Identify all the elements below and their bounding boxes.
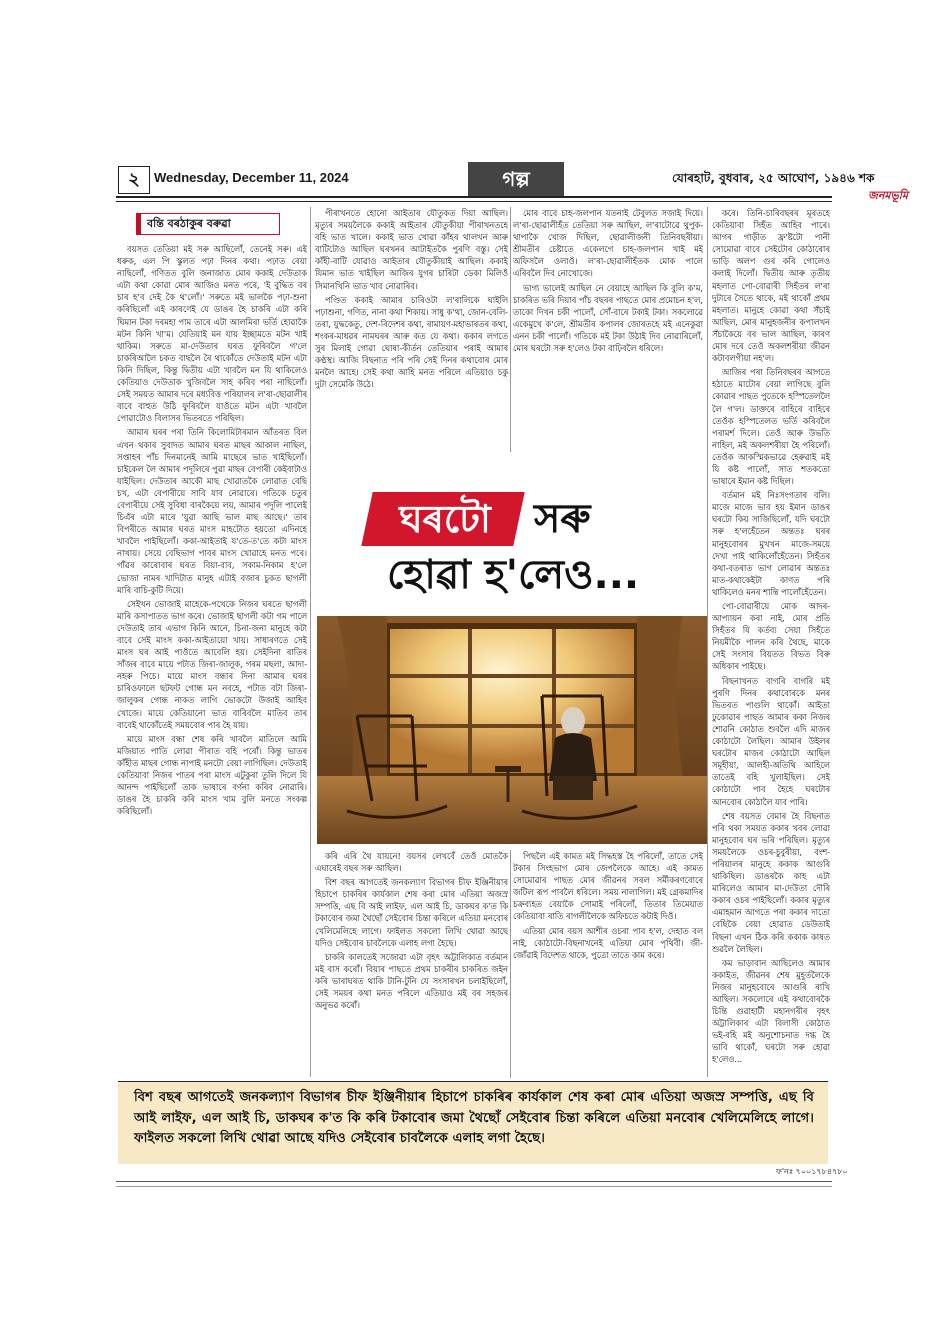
paragraph: ভাগ্য ভালেই আছিল নে বেয়াহে আছিল কি বুলি ক'ম, চাকৰিত ভৰি দিয়াৰ পাঁচ বছৰৰ পাছতে মোৰ প্ৰমোচন হ'ল, তাকো দিখন চকী পালোঁ, সোঁ-বাৰে টকাই টকা। সকলোৱে একেমুখে ক'লে, শ্ৰীমতীৰ কপালৰ জোৰতহে মই এনেকুৱা এনন চকী পালোঁ। গতিকে মই টকা উঠাই দিব নোৱাৰিলোঁ, মোৰ ঘৰটো সৰু হ'লেও টকা বাঢ়িবলৈ ধৰিলে। — [513, 282, 703, 354]
section-label: গল্প — [468, 162, 564, 196]
paragraph: বৰ্তমান মই নিঃসংগতাৰ বলি। মাজে মাজে ভাব হয় ইমান ডাঙৰ ঘৰটো কিয় সাজিছিলোঁ, যদি ঘৰটো সৰু হ'লহেঁতেন অন্ততঃ ঘৰৰ মানুহবোৰৰ মুখখন মাজে-সময়ে দেখা পাই থাকিলোঁহেঁতেন। সিহঁতৰ কথা-বতৰাত ভাগ লোৱাৰ অন্ততঃ মাত-কথাকেইটা কাণত পৰি থাকিলেও মনৰ শান্তি পালোঁহেঁতেন। — [712, 490, 830, 597]
paragraph: পিছলৈ এই কামত মই সিদ্ধহস্ত হৈ পৰিলোঁ, তাতে সেই টকাৰ সিংহভাগ মোৰ জেপলৈকে আহে। এই কামত সোমোৱাৰ পাছত মোৰ জীৱনৰ সৰল সৰ্মীকৰণবোৰে জটিল ৰূপ পাবলৈ ধৰিলে। সময় নালাগিল। মই গ্ৰেকমাদিৰ চক্ৰব্যহত বেয়াকৈ সোমাই পৰিলোঁ, তিতাৰ তিমেয়াত কেতিয়াবা ৰাতি ৰাগলীলৈকে অফিচতে কটাই দিওঁ। — [513, 851, 703, 922]
publication-date: Wednesday, December 11, 2024 — [154, 170, 349, 185]
article-column-2-bottom — [315, 850, 508, 1078]
article-column-3-bottom — [513, 850, 703, 1078]
headline-black-text-2: হোৱা হ'লেও... — [387, 552, 640, 598]
paragraph: বয়সত তেতিয়া মই সৰু আছিলোঁ, তেনেই সৰু। এই ধৰুক, এল পি স্কুলত পঢ়া দিনৰ কথা। পঢ়াত বেয়া নাছিলোঁ, গণিতত বুলি জনাজাত মোৰ ককাই দেউতাক এটা কথা কোৱা মোৰ আজিও মনত পৰে, 'ই বুদ্ধিত বৰ চাৰ হ'ব দেই কৈ থ'লোঁ।' সৰুতে মই ভালকৈ পঢ়া-শুনা কৰিছিলোঁ এই কাৰণেই যে ডাঙৰ হৈ চাকৰি এটা কৰি ঘিমান টকা দৰমহা পাম তাৰে এটা আলমিৰা ভৰ্তি হোৱাকৈ মটন কিনি খা'ম। যেতিয়াই মন যায় ইচ্ছামতে মটন খাই থাকিম। সৰুতে মা-দেউতাৰ ঘৰত ফুৰিবলৈ গ'লে চাকৰিআলৈ চকত বাছলৈ ৰৈ থাকোঁতে দেউতাই মটন এটা কিনি দিছিল, কিন্তু দ্বিতীয় এটা খাবলৈ মন যি থাকিলেও কেতিয়াও দেউতাক খুজিবলৈ সাহ কৰিব পৰা নাছিলোঁ। সেই সময়ত আমাৰ দৰে মধ্যবিত্ত পৰিয়ালৰ ল'ৰা-ছোৱালীৰ বাবে বাহুত উঠি ফুৰিবলৈ যাওঁতে মটন এটা খাবলৈ পোৱাটোও বিলাসৰ ভিতৰতে পৰিছিল। — [117, 244, 307, 424]
column-divider — [510, 207, 511, 452]
paragraph: পীৰাখনতে হোনো আইতাৰ যৌতুকত দিয়া আছিল। মৃত্যুৰ সময়লৈকে ককাই আইতাৰ যৌতুকীয়া পীৰাখনতহে বহি ভাত খালে। ককাই ভাত খোৱা কাঁহৰ থালখন আৰু বাটিটোও আছিল ঘৰখনৰ আটাইতকৈ পুৰণি বস্তু। সেই কাঁহী-বাটি যোৱাও আইতাৰ যৌতুকীয়াই আছিল। ককাই যিমান ভাত খাইছিল আজিৰ যুগৰ চাৰিটা ডেকা মিলিওঁ সিমানখিনি ভাত খাব নোৱাৰিব। — [315, 208, 508, 291]
paragraph: বিছনাখনত বাগৰি বাগৰি মই পুৰণি দিনৰ কথাবোৰকে মনৰ ভিতৰত পাগুলি থাকোঁ। আইতা ঢুকোৱাৰ পাছত আমাৰ ককা নিজৰ শোৱনি কোঠাত শুবলৈ এদি মাজৰ কোঠাটো লৈছিল। আমাৰ উইলৰ ঘৰটোৰ মাজৰ কোঠাটো আছিল সমূহীয়া, আলহী-অতিথি আহিলে তাতেই বহি খুলাইছিল। সেই কোঠাটো পাব হৈহে ঘৰটোৰ আনবোৰ কোঠালৈ যাব পাৰি। — [712, 675, 830, 807]
headline-black-text-1: সৰু — [534, 496, 591, 542]
paragraph: কৰি এৰি থৈ যায়নে! বয়সৰ লেখবেঁ তেওঁ মোতকৈ এঘাৰেই বছৰ সৰু আছিল। — [315, 851, 508, 874]
paragraph: পো-বোৱাৰীয়ে মোক আদৰ-আপ্যায়ন কৰা নাই, মোৰ প্ৰতি সিহঁতৰ যি কৰ্তব্য সেয়া সিহঁতে নিয়মীকৈ পালন কৰি থৈছে, মাকে সেই সংসাৰ বিয়তত বিভত বিৰু অধিকাৰ পাইছে। — [712, 601, 830, 672]
headline-red-text: ঘৰটো — [399, 497, 491, 541]
paragraph: মায়ে মাংস বন্ধা শেষ কৰি খাবলৈ মাতিলে আমি মজিয়াত পাতি লোৱা পীৰাত বহি পৰোঁ। কিন্তু ভাতৰ কাঁহীত মাছৰ গোন্ধ নাপাই মনটো বেয়া লাগিছিল। দেউতাই কেতিয়াবা নিজৰ পাতৰ পৰা মাংস এটুকুৰা তুলি দিলে যি আনন্দ পাইছিলোঁ তাক ভাষাৰে বৰ্ণনা কৰিব নোৱাৰি। ডাঙৰ হৈ চাকৰি কৰি মাংস খাম বুলি মনতে সংকল্প কৰিছিলোঁ। — [117, 733, 307, 817]
footer-rule — [116, 1181, 832, 1182]
paragraph: আমাৰ ঘৰৰ পৰা তিনি কিলোমিটাৰমান আঁতৰত বিল এখন থকাৰ সুবাদত আমাৰ ঘৰত মাছৰ আকাল নাছিল, সপ্তাহৰ পাঁচ দিনমানেই আমি মাছেৰে ভাত খাইছিলোঁ। চাইকেল লৈ আমাৰ পদূলিৰে পুৱা মাছৰ বেপাৰী কেইবাটাও যাইছিল। দেউতাৰ আকৌ মাছ খোৱাতকৈ লোৱাত বেছি চখ, এটা বেপাৰীয়ে সাবি যাব নোৱাৰে। গতিকে চতুৰ বেপাৰীয়ে সেই সুবিধা বাৰকৈয়ে লয়, আমাৰ পদূলি পালেই চিএঁৰ এটা মাৰে 'যুৱা আছি ভাল মাছ আছে।' তাৰ বিপৰীতে আমাৰ ঘৰত মাংস মাহটোত হয়তো এদিনহে খাবলৈ পাইছিলোঁ। ককা-আইতাই য'তে-ত'তে কটা মাংস নাখায়। সেয়ে বেছিভাগ পাবৰ মাংস খোৱাহে মনত পৰে। গাঁৱৰ কাৰোবাৰ ঘৰত বিয়া-বাব, সকাম-নিকাম হ'লে ভোজা নামৰ খাদিটাত মানুহ এটাই বজাৰ চুকত ছাগলী মাৰি বাচি-কুটি দিয়ে। — [117, 427, 307, 595]
article-column-1 — [117, 243, 307, 1075]
header-rule-thin — [116, 201, 832, 202]
column-divider — [510, 850, 511, 1078]
paragraph: মোৰ বাবে চাহ-জলপান যতনাই টেবুলত সজাই দিয়ে। ল'ৰা-ছোৱালীহঁত তেতিয়া সৰু আছিল, ল'ৰাটোৱে থুপুক-থাপাকৈ খোজ দিছিল, ছোৱালীজনী তিনিবছৰীয়া। শ্ৰীমতীৰ চেষ্টাতে একেলগে চাহ-জলপান খাই মই অফিসলৈ ওলাওঁ। ল'ৰা-ছোৱালীহঁতক মোক পালে এৰিবলৈ দিব নোখোজে। — [513, 208, 703, 279]
header-rule — [116, 196, 832, 198]
column-divider — [707, 207, 708, 1077]
pull-quote-text: বিশ বছৰ আগতেই জনকল্যাণ বিভাগৰ চীফ ইঞ্জিনীয়াৰ হিচাপে চাকৰিৰ কাৰ্যকাল শেষ কৰা মোৰ এতিয়া অজস্ৰ সম্পত্তি, এছ বি আই লাইফ, এল আই চি, ডাকঘৰ ক'ত কি কৰি টকাবোৰ জমা থৈছোঁ সেইবোৰ চিন্তা কৰিলে এতিয়া মনবোৰ খেলিমেলিহে লাগে। ফাইলত সকলো লিখি থোৱা আছে যদিও সেইবোৰ চাবলৈকে এলাহ লগা হৈছে। — [134, 1090, 814, 1146]
page-number: ২ — [118, 166, 150, 194]
paragraph: পণ্ডিত ককাই আমাৰ চাৰিওটা ল'ৰালিকে ঘাইলি পঢ়াশুনা, গণিত, নানা কথা শিকায়। সাধু ক'থা, জোন-বেলি-তৰা, যুদ্ধকেতু, দেশ-বিদেশৰ কথা, ৰামায়ণ-মহাভাৰতৰ কথা, শংকৰ-মাধৱৰ নামঘৰৰ আৰু কত যে কথা। ককাৰ লগতে সুৰ মিলাই গোৱা ঘোষা-কীৰ্তন তেতিয়াৰ পৰাই আমাৰ কণ্ঠস্থ। আজি বিছনাত পৰি পৰি সেই দিনৰ কথাবোৰ মোৰ মনলৈ আহে। সেই কথা আহি মনত পৰিলে এতিয়াও চকু দুটা সেমেকি উঠে। — [315, 294, 508, 390]
masthead-logo: জনমভূমি — [868, 189, 908, 202]
article-column-4 — [712, 207, 830, 1075]
paragraph: সেইখন ভোজাই মাহেকে-পখেকে নিজৰ ঘৰতে ছাগলী মাৰি কসাপাতত ভাগ কৰে। ভোজাই ছাগলী কটা গম পালে দেউতাই তাৰ এভাগ কিনি আনে, চিনা-জনা মানুহে কটা বাবে সেই মাংস ককা-আইতায়ো খায়। সাধাৰণতে সেই মাংস ঘৰ আই পাওঁতে আবেলি হয়। সেইদিনা ৰাতিৰ সাঁজৰ বাবে মায়ে পটাত জিৰা-জালুক, গৰম মছলা, আদা-নহৰু পিচে। মায়ে মাংস বন্ধাৰ দিনা আমাৰ ঘৰৰ চাৰিওফালে ছটফট গোন্ধ মন নবহে, পটাত বটা জিৰা-জালুকৰ গোন্ধ নাকত লাগি ভোকটো উজাই আহিব খোজে। মায়ে কেতিয়ানো ভাত বাৰিবলৈ মাতিব তাৰ বাবেই থাকোঁতেই সময়বোৰ পাৰ হৈ যায়। — [117, 598, 307, 730]
paragraph: শেষ বয়সত বেমাৰ হৈ বিছনাত পৰি থকা সময়ত ককাৰ খবৰ লোৱা মানুহবোৰ ঘৰ ভৰি পৰিছিল। মৃত্যুৰ সময়লৈকে ওচৰ-চুবুৰীয়া, বংশ-পৰিয়ালৰ মানুহে ককাক আগুৰি থাকিছিল। ডাঙৰকৈ কাহ এটা মাৰিলেও আমাৰ মা-দেউতা দৌৰি ককাৰ ওচৰ পাইছিলোঁ। ককাৰ মৃত্যুৰ এমাহমান আগতে পৰা ককাৰ দাতো বেছিকৈ বেয়া হোৱাত ডেউতাই বিছনা এখন ঠিক কৰি ককাক কাষত শুৱলৈ লৈছিল। — [712, 810, 830, 954]
paragraph: আজিৰ পৰা তিনিবছৰৰ আগতে হঠাতে মাটোৰ বেয়া লাগিছে বুলি কোৱাৰ পাছত পুতেকে হস্পিতেললৈ লৈ গ'ল। ডাক্তৰে বাহিৰে বাহিৰে তেওঁক হস্পিতেলত ভৰ্তি কৰিবলৈ পৰামৰ্শ দিলে। তেওঁ আৰু উভতি নাহিল, মই অকলশৰীয়া হৈ পৰিলোঁ। তেওঁক আকস্মিকভাৱে হেৰুৱাই মই যি কষ্ট পালোঁ, সাত শতকতো ভাষাৰে ইমান কষ্ট দিছিল। — [712, 367, 830, 487]
author-phone: ফ'নঃ ৭০০১৭৮৪৭৮০ — [776, 1167, 848, 1176]
article-column-2-top — [315, 207, 508, 452]
article-column-3-top — [513, 207, 703, 452]
author-byline: বন্তি বৰঠাকুৰ বৰুৱা — [136, 213, 280, 235]
paragraph: বিশ বছৰ আগতেই জনকল্যাণ বিভাগৰ চীফ ইঞ্জিনীয়াৰ হিচাপে চাকৰিৰ কাৰ্যকাল শেষ কৰা মোৰ এতিয়া অজস্ৰ সম্পত্তি, এছ বি আই লাইফ, এল আই চি, ডাকঘৰ ক'ত কি টকাবোৰ জমা থৈছোঁ সেইবোৰ চিন্তা কৰিলে এতিয়া মনবোৰ খেলিমেলিহে লাগে। ফাইলত সকলো লিখি থোৱা আছে যদিও সেইবোৰ চাবলৈকে এলাহ লগা হৈছে। — [315, 877, 508, 948]
paragraph: এতিয়া মোৰ বয়স আশীৰ ওচৰা পাব হ'ল, দেহাত বল নাই, কোঠাটো-বিছনাখনেই এতিয়া মোৰ পৃথিবী। জী-জোঁৱাই বিদেশত থাকে, পুত্ৰো তাতে কাম কৰে। — [513, 925, 703, 960]
paragraph: কৰে। তিনি-চাৰিবছৰৰ মূৰতহে কেতিয়াবা সিহঁত আহিব পাৰে। আগৰ গাড়ীত ফ্ৰ'ষ্টটো পানী সোমোৱা বাবে সেইটোৰ কোঠাৰোৰ ভাড়ি অলপ গুৰ কৰি গোলেও কলাই দিলোঁ। দ্বিতীয় আৰু তৃতীয় মহলাত পো-বোৱাৰী সিহঁতৰ ল'ৰা দুটাৰে সৈতে থাকে, মই থাকোঁ প্ৰথম মহলাত। মানুহে কোৱা কথা সঁচাই আছিল, মোৰ মানুহজনীৰ কপালখন সঁচাকৈয়ে বৰ ভাল আছিল, কাৰণ মোৰ দৰে তেওঁ অকলশৰীয়া জীৱন কটাবলগীয়া নহ'ল। — [712, 208, 830, 364]
dateline: যোৰহাট, বুধবাৰ, ২৫ আঘোণ, ১৯৪৬ শক — [672, 171, 875, 185]
column-divider — [310, 207, 311, 1077]
elderly-man-rocking-chair-illustration — [317, 616, 707, 844]
paragraph: কম ভাড়াবান আছিলেও আমাৰ ককাইত, জীৱনৰ শেষ মুহূৰ্তলৈকে নিজৰ মানুহবোৰে আগুৰি ৰাখি আছিল। সকলোৰে এই কথাবোৰকৈ চিন্তি গুৱাহাটী মহানগৰীৰ বৃহৎ অট্টালিকাৰ এটা বিলাসী কোঠাত ভই-বহি মই অনুশোচনাত দগ্ধ হৈ ভাবি থাকোঁ, ঘৰটো সৰু হোৱা হ'লেও... — [712, 957, 830, 1065]
paragraph: চাকৰি কালতেই সজোৱা এটা বৃহৎ অট্টালিকাত বৰ্তমান মই বাস কৰোঁ। বিয়াৰ পাছতে প্ৰথম চাকৰীৰ চাকৰিত জইন কৰি ভাৰাঘৰত থাকি টানি-টুনি যে সংসাৰখন চলাইছিলোঁ, সেই সময়ৰ কথা মনত পৰিলে এতিয়াও মই বৰ সহজৰ অনুভৱ কৰোঁ। — [315, 951, 508, 1011]
footer-rule-thin — [116, 1186, 832, 1187]
